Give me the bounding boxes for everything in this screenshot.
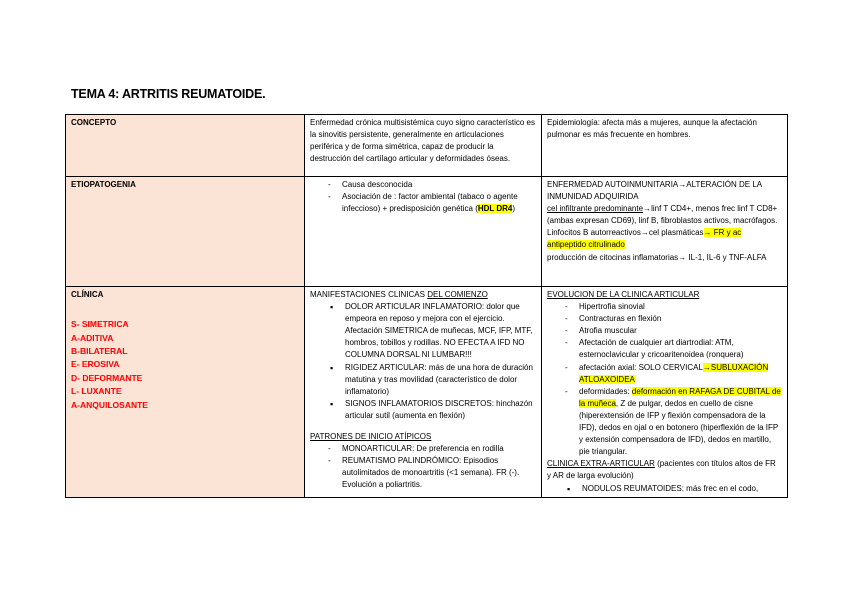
etiopatogenia-causes [305,177,542,287]
list-item: - Afectación de cualquier art diartrodial: ATM, esternoclavicular y cricoaritenoidea (ronquera) [547,337,782,361]
row-label-clinica [66,287,305,498]
list-item: - Contracturas en flexión [547,313,782,325]
list-item: - afectación axial: SOLO CERVICAL→SUBLUXACIÓN ATLOAXOIDEA [547,362,782,386]
mnemonic-item: L- LUXANTE [71,386,122,397]
table-row-etiopatogenia [66,177,788,287]
antibody-highlight: → FR y ac antipeptido citrulinado [547,228,742,250]
infiltrate-text: cel infiltrante predominante→linf T CD4+, menos frec linf T CD8+ (ambas expresan CD69), linf B, fibroblastos activos, macrófagos. [547,204,778,226]
list-item: - MONOARTICULAR: De preferencia en rodilla [310,443,536,455]
concepto-definition: Enfermedad crónica multisistémica cuyo signo característico es la sinovitis persistente, generalmente en articulaciones periférica y de forma simétrica, capaz de producir la destrucción del cartílago articular y deformidades óseas. [305,115,542,177]
deformity-highlight: deformación en RAFAGA DE CUBITAL de la muñeca [579,386,781,408]
atypical-heading: PATRONES DE INICIO ATÍPICOS [310,432,432,442]
extra-articular-list [547,483,782,495]
autoimmune-heading: ENFERMEDAD AUTOINMUNITARIA→ALTERACIÓN DE LA INMUNIDAD ADQUIRIDA [547,180,762,202]
causes-list [310,179,536,215]
clinica-evolution [542,287,788,498]
mnemonic-item: B-BILATERAL [71,345,128,356]
atypical-list [310,443,536,491]
row-label-etiopatogenia: ETIOPATOGENIA [66,177,305,287]
list-item: - Hipertrofia sinovial [547,301,782,313]
evolution-heading: EVOLUCION DE LA CLINICA ARTICULAR [547,290,700,299]
onset-heading: MANIFESTACIONES CLINICAS DEL COMIENZO [310,290,488,299]
evolution-list [547,301,782,458]
onset-list [310,301,536,422]
list-item: - Atrofia muscular [547,325,782,337]
list-item: - Causa desconocida [310,179,536,191]
lymphocytes-text: Linfocitos B autorreactivos→cel plasmáticas→ FR y ac antipeptido citrulinado [547,228,742,250]
list-item: ▪ NODULOS REUMATOIDES: más frec en el codo, [547,483,782,495]
concepto-epidemiology: Epidemiología: afecta más a mujeres, aunque la afectación pulmonar es más frecuente en hombres. [542,115,788,177]
clinica-label: CLÍNICA [71,290,104,299]
list-item: - Asociación de : factor ambiental (tabaco o agente infeccioso) + predisposición genética (HDL DR4) [310,191,536,215]
row-label-concepto: CONCEPTO [66,115,305,177]
list-item: - REUMATISMO PALINDRÓMICO: Episodios autolimitados de monoartritis (<1 semana). FR (-). Evolución a poliartritis. [310,455,536,491]
hla-highlight: HDL DR4 [477,204,513,214]
table-row-clinica [66,287,788,498]
subluxation-highlight: →SUBLUXACIÓN ATLOAXOIDEA [579,362,769,384]
cytokines-text: producción de citocinas inflamatorias→ IL-1, IL-6 y TNF-ALFA [547,252,767,262]
page-title: TEMA 4: ARTRITIS REUMATOIDE. [71,87,266,101]
list-item: ▪ RIGIDEZ ARTICULAR: más de una hora de duración matutina y tras movilidad (característico de dolor inflamatorio) [310,362,536,398]
table-row-concepto [66,115,788,177]
mnemonic-item: A-ADITIVA [71,332,114,343]
sabedla-mnemonic [71,318,299,412]
mnemonic-item: E- EROSIVA [71,359,120,370]
extra-articular-text: CLINICA EXTRA-ARTICULAR (pacientes con títulos altos de FR y AR de larga evolución) [547,459,776,481]
mnemonic-item: A-ANQUILOSANTE [71,399,148,410]
list-item: ▪ DOLOR ARTICULAR INFLAMATORIO: dolor que empeora en reposo y mejora con el ejercicio. Afectación SIMETRICA de muñecas, MCF, IFP, MTF, hombros, tobillos y rodillas. NO EFECTA A IFD NO COLUMNA DORSAL NI LUMBAR!!! [310,301,536,361]
mnemonic-item: D- DEFORMANTE [71,372,143,383]
summary-table [65,114,788,498]
mnemonic-item: S- SIMETRICA [71,319,129,330]
clinica-onset [305,287,542,498]
list-item: - deformidades: deformación en RAFAGA DE CUBITAL de la muñeca, Z de pulgar, dedos en cuello de cisne (hiperextensión de IFP y flexión compensadora de la IFD), dedos en ojal o en botonero (hiperflexión de la IFP y extensión compensadora de IFD), dedos en martillo, pie triangular. [547,386,782,459]
etiopatogenia-mechanism [542,177,788,287]
pain-extra: Afectación SIMETRICA de muñecas, MCF, IFP, MTF, hombros, tobillos y rodillas. NO EFECTA A IFD NO COLUMNA DORSAL NI LUMBAR!!! [345,326,533,360]
list-item: ▪ SIGNOS INFLAMATORIOS DISCRETOS: hinchazón articular sutil (aumenta en flexión) [310,398,536,422]
